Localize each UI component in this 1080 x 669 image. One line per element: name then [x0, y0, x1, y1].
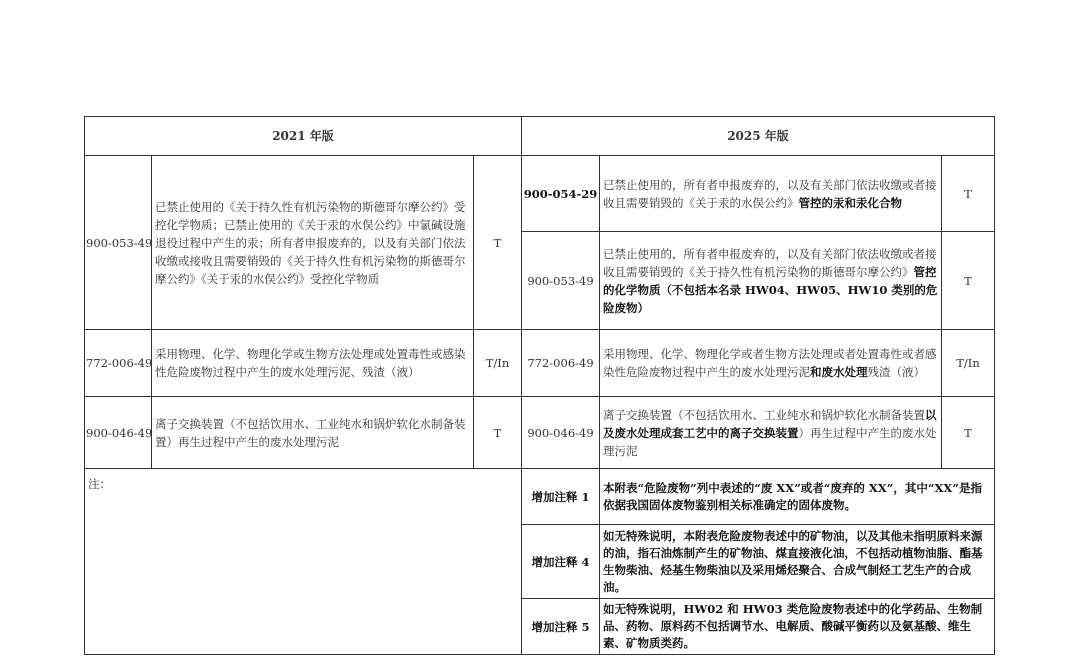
desc-2021: 已禁止使用的《关于持久性有机污染物的斯德哥尔摩公约》受控化学物质；已禁止使用的《关于汞的水俣公约》中氯碱设施退役过程中产生的汞；所有者申报废弃的，以及有关部门依法收缴或接收且需要销毁的《关于持久性有机污染物的斯德哥尔摩公约》《关于汞的水俣公约》受控化学物质 [152, 156, 474, 330]
category-2025: T [942, 397, 995, 469]
category-2021: T/In [474, 330, 522, 397]
table-header-row [85, 117, 995, 156]
desc-added-text: 管控的汞和汞化合物 [798, 195, 902, 210]
desc-text: 残渣（液） [867, 365, 925, 379]
desc-2025 [600, 156, 942, 232]
note-row [85, 469, 995, 525]
table-row [85, 397, 995, 469]
header-2021: 2021 年版 [85, 117, 522, 156]
category-2021: T [474, 397, 522, 469]
desc-text: 采用物理、化学、物理化学或者生物方法处理或者处置毒性或者感染性危险废物过程中产生的废水处理污泥 [603, 347, 937, 379]
desc-2025 [600, 330, 942, 397]
note-head: 增加注释 4 [522, 525, 600, 599]
header-2025: 2025 年版 [522, 117, 995, 156]
note-head: 增加注释 5 [522, 599, 600, 655]
code-2021: 772-006-49 [85, 330, 152, 397]
code-2025: 900-046-49 [522, 397, 600, 469]
table-row [85, 330, 995, 397]
desc-text: 已禁止使用的，所有者申报废弃的，以及有关部门依法收缴或者接收且需要销毁的《关于持久性有机污染物的斯德哥尔摩公约》 [603, 246, 937, 279]
desc-text: ）再生过程中产生的废水处理污泥 [603, 425, 937, 458]
table-row [85, 156, 995, 232]
desc-added-text: 以及废水处理成套工艺中的离子交换装置 [603, 407, 937, 440]
desc-2021: 离子交换装置（不包括饮用水、工业纯水和锅炉软化水制备装置）再生过程中产生的废水处理污泥 [152, 397, 474, 469]
desc-text: 离子交换装置（不包括饮用水、工业纯水和锅炉软化水制备装置 [603, 407, 925, 422]
desc-2025 [600, 232, 942, 330]
code-2025: 900-054-29 [522, 156, 600, 232]
comparison-table [84, 116, 995, 655]
note-head: 增加注释 1 [522, 469, 600, 525]
code-2025: 900-053-49 [522, 232, 600, 330]
note-text: 如无特殊说明，本附表危险废物表述中的矿物油，以及其他未指明原料来源的油，指石油炼制产生的矿物油、煤直接液化油，不包括动植物油脂、酯基生物柴油、烃基生物柴油以及采用烯烃聚合、合成气制烃工艺生产的合成油。 [600, 525, 995, 599]
desc-added-text: 管控的化学物质（不包括本名录 HW04、HW05、HW10 类别的危险废物） [603, 264, 938, 315]
category-2025: T [942, 156, 995, 232]
category-2025: T/In [942, 330, 995, 397]
desc-added-text: 和废水处理 [810, 365, 868, 379]
note-label: 注： [85, 469, 522, 655]
desc-text: 已禁止使用的，所有者申报废弃的，以及有关部门依法收缴或者接收且需要销毁的《关于汞的水俣公约》 [603, 177, 937, 210]
code-2025: 772-006-49 [522, 330, 600, 397]
desc-2021: 采用物理、化学、物理化学或生物方法处理或处置毒性或感染性危险废物过程中产生的废水处理污泥、残渣（液） [152, 330, 474, 397]
comparison-document [84, 116, 994, 655]
desc-2025 [600, 397, 942, 469]
note-text: 本附表“危险废物”列中表述的“废 XX”或者“废弃的 XX”，其中“XX”是指依据我国固体废物鉴别相关标准确定的固体废物。 [600, 469, 995, 525]
category-2025: T [942, 232, 995, 330]
category-2021: T [474, 156, 522, 330]
code-2021: 900-046-49 [85, 397, 152, 469]
note-text: 如无特殊说明，HW02 和 HW03 类危险废物表述中的化学药品、生物制品、药物、原料药不包括调节水、电解质、酸碱平衡药以及氨基酸、维生素、矿物质类药。 [600, 599, 995, 655]
code-2021: 900-053-49 [85, 156, 152, 330]
